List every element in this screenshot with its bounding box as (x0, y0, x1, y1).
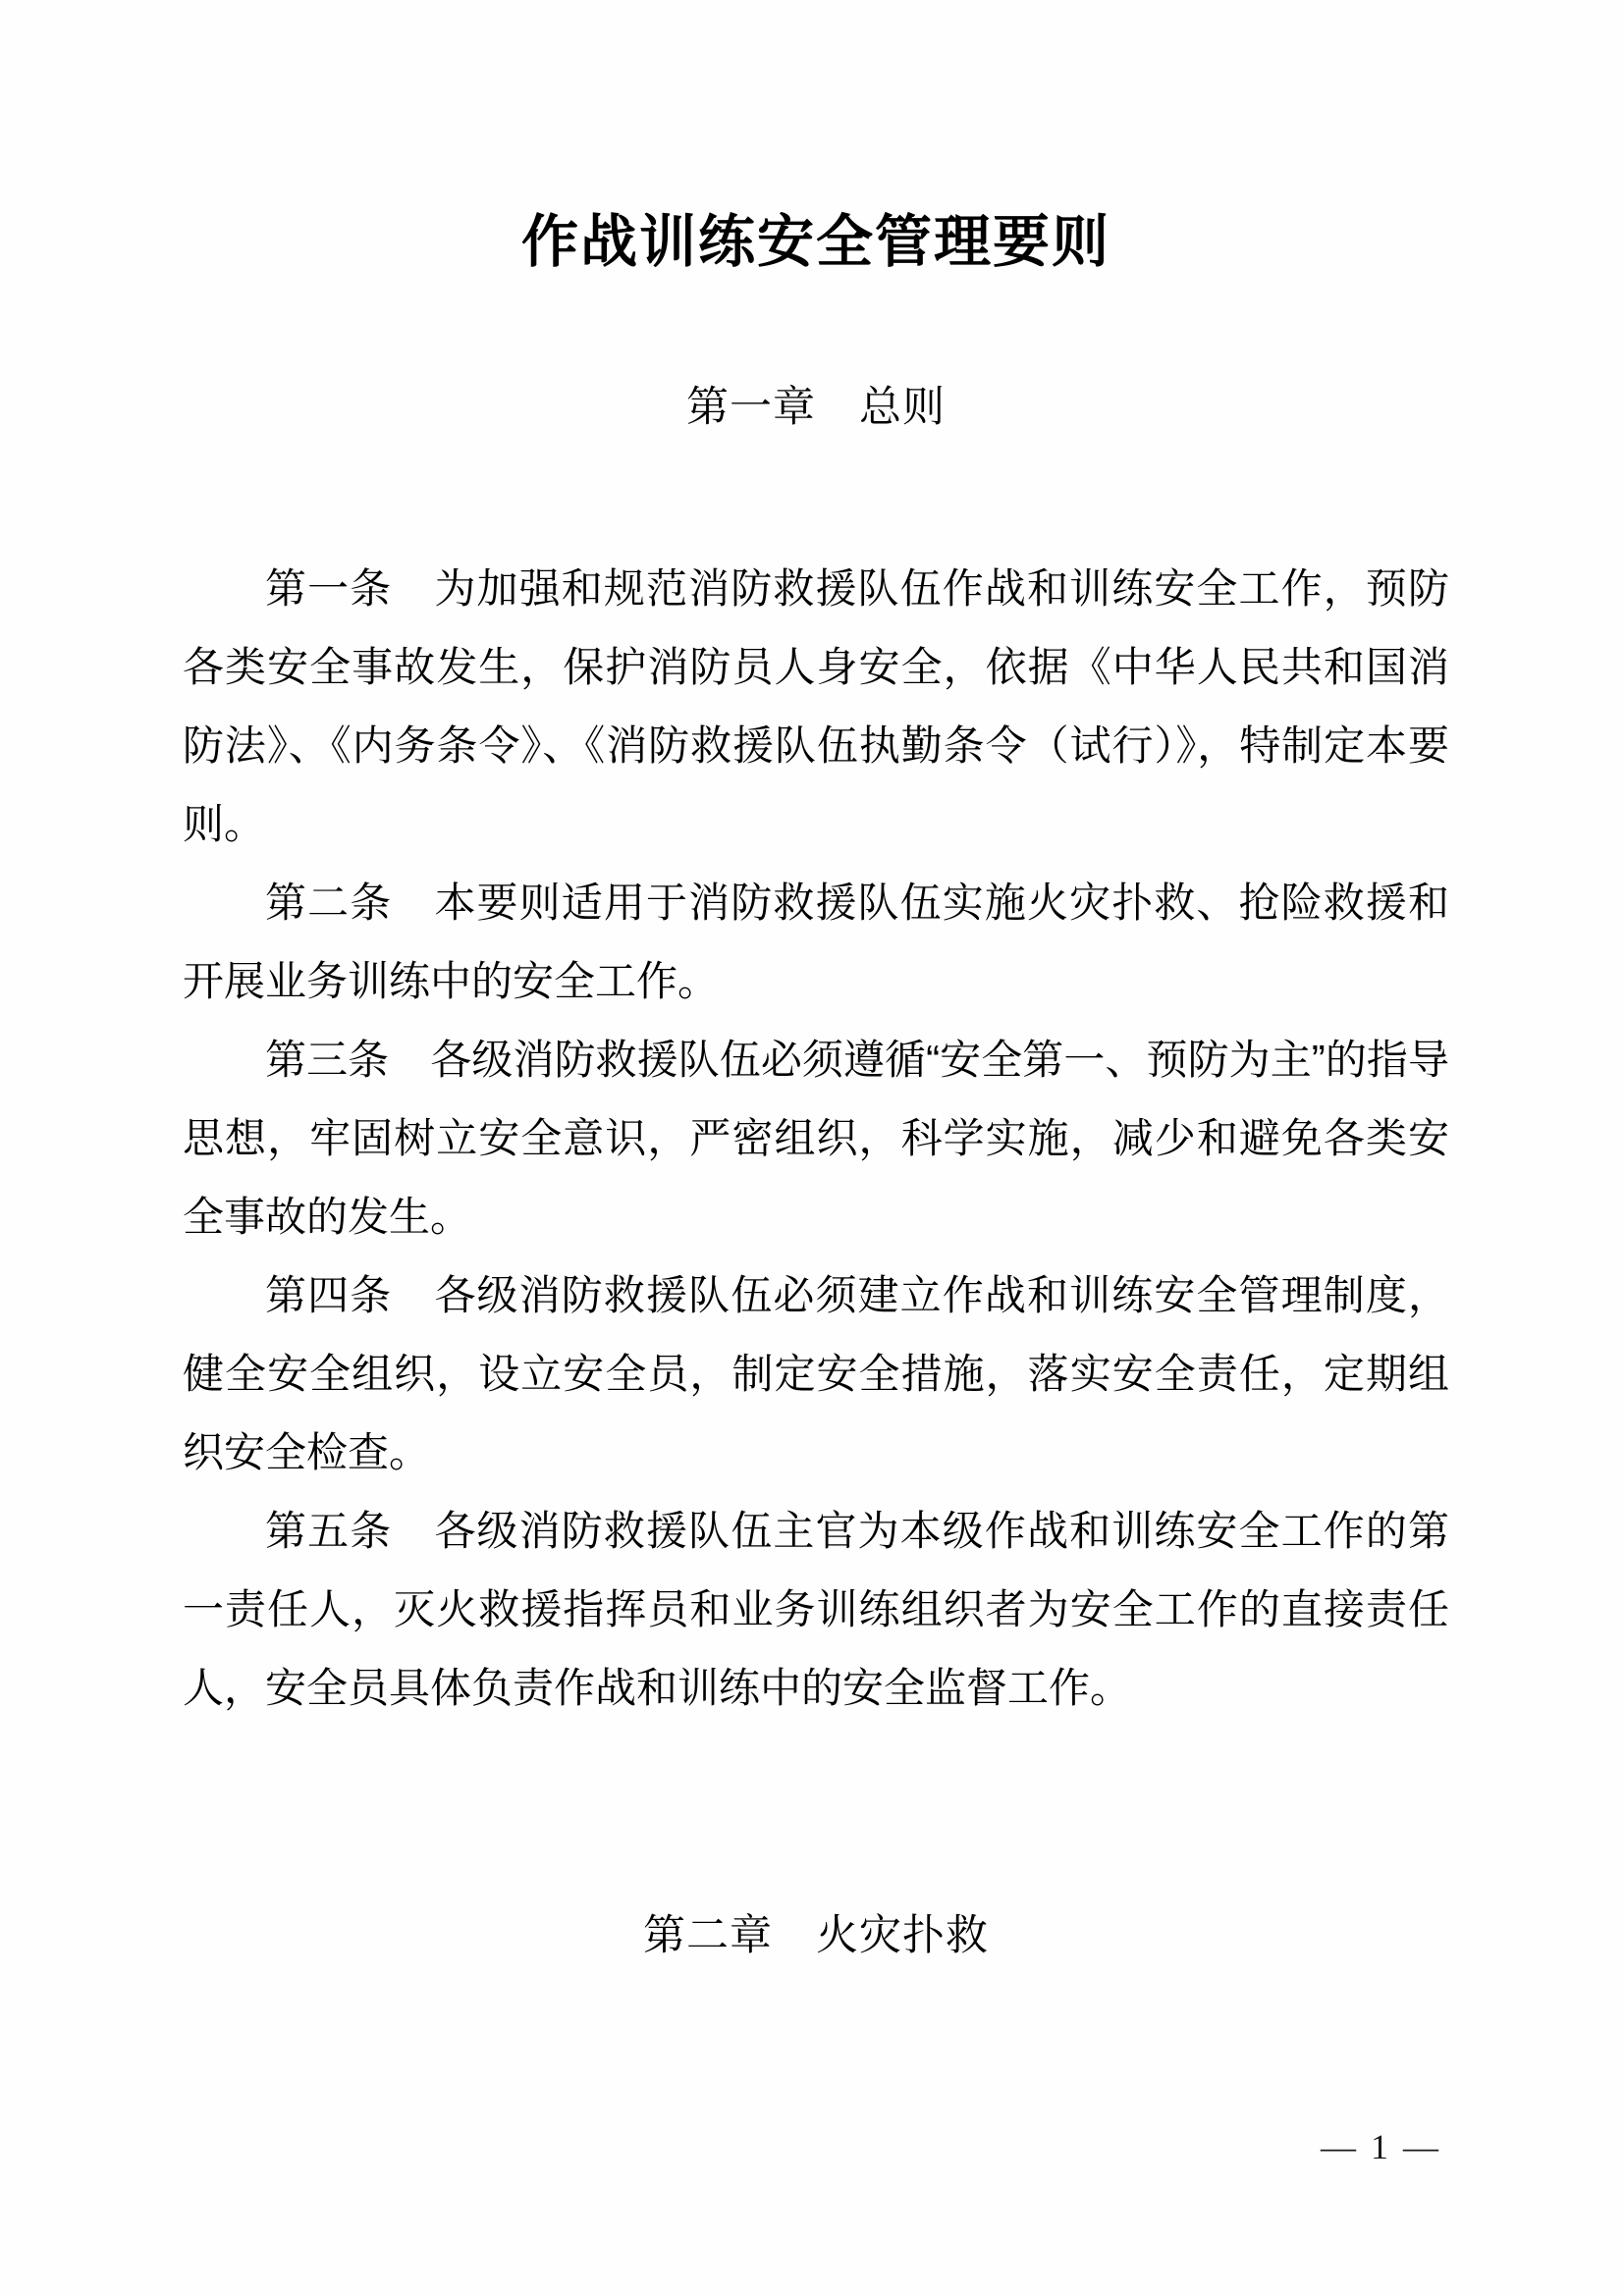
page-title: 作战训练安全管理要则 (520, 210, 1110, 274)
article-2: 第二条 本要则适用于消防救援队伍实施火灾扑救、抢险救援和开展业务训练中的安全工作。 (183, 880, 1449, 1004)
chapter-1-body (183, 550, 1449, 1728)
chapter-heading-2: 第二章 火灾扑救 (643, 1912, 989, 1959)
page-content-area (183, 0, 1449, 2296)
article-4: 第四条 各级消防救援队伍必须建立作战和训练安全管理制度，健全安全组织，设立安全员，制定安全措施，落实安全责任，定期组织安全检查。 (183, 1272, 1449, 1475)
article-5: 第五条 各级消防救援队伍主官为本级作战和训练安全工作的第一责任人，灭火救援指挥员和业务训练组织者为安全工作的直接责任人，安全员具体负责作战和训练中的安全监督工作。 (183, 1508, 1449, 1711)
chapter-heading-1: 第一章 总则 (686, 384, 946, 431)
article-1: 第一条 为加强和规范消防救援队伍作战和训练安全工作，预防各类安全事故发生，保护消防员人身安全，依据《中华人民共和国消防法》、《内务条令》、《消防救援队伍执勤条令（试行）》，特制定本要则。 (183, 565, 1449, 847)
page-number: — 1 — (1321, 2127, 1441, 2166)
article-3: 第三条 各级消防救援队伍必须遵循“安全第一、预防为主”的指导思想，牢固树立安全意识，严密组织，科学实施，减少和避免各类安全事故的发生。 (183, 1037, 1449, 1240)
